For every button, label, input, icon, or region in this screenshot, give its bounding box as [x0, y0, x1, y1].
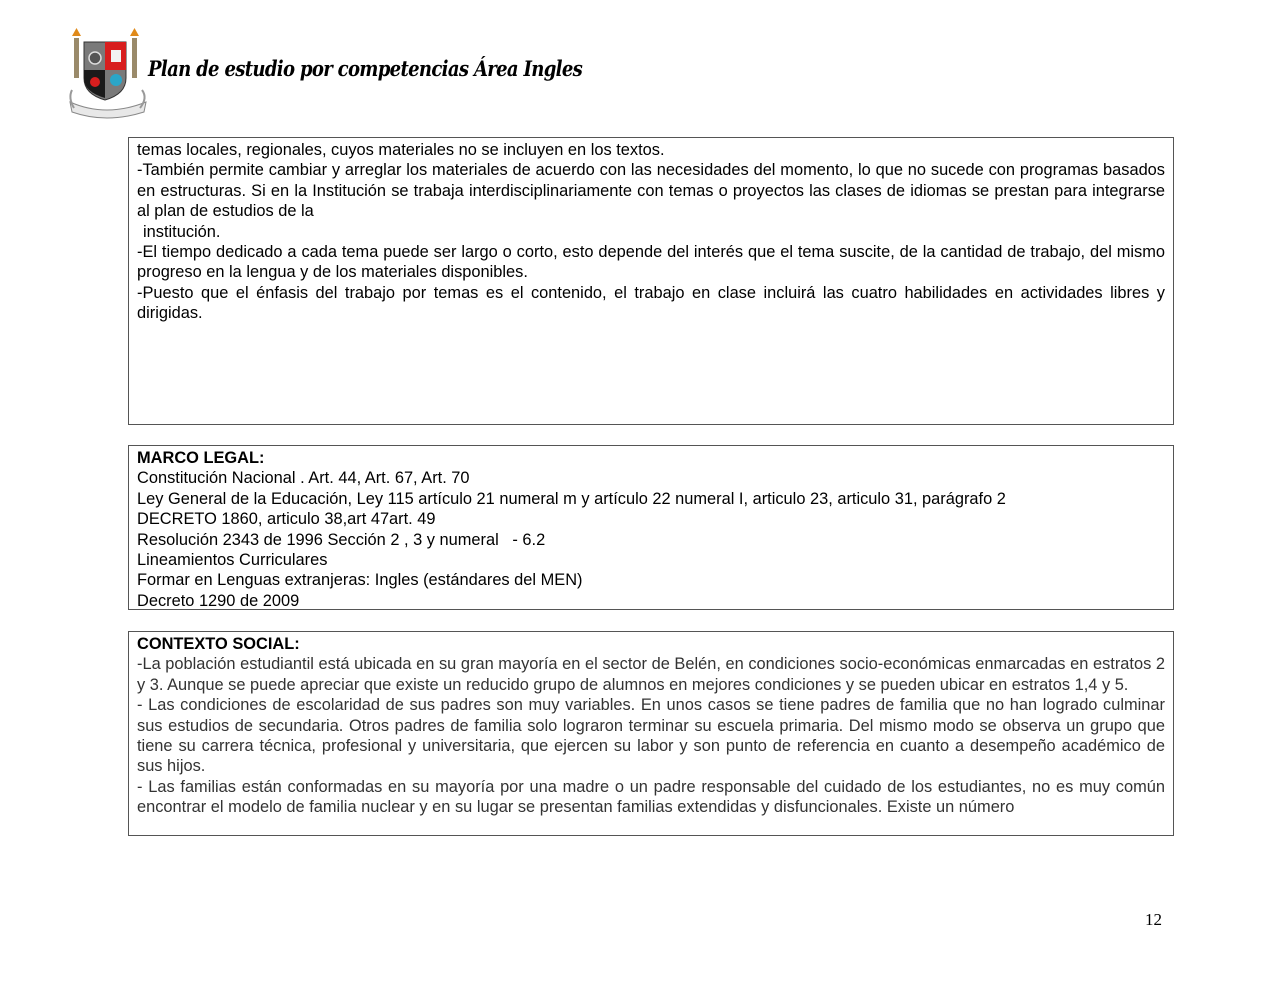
legal-reference: Lineamientos Curriculares	[137, 551, 328, 570]
section-heading: CONTEXTO SOCIAL:	[137, 635, 300, 653]
section-heading: MARCO LEGAL:	[137, 449, 265, 467]
paragraph: -También permite cambiar y arreglar los materiales de acuerdo con las necesidades del momento, lo que no sucede con programas basados en estructuras. Si en la Institución se trabaja interdisciplinariamente con temas o proyectos las clases de idiomas se prestan para integrarse al plan de estudios de la	[137, 161, 1165, 221]
legal-reference: Formar en Lenguas extranjeras: Ingles (estándares del MEN)	[137, 571, 583, 590]
paragraph: - Las condiciones de escolaridad de sus padres son muy variables. En unos casos se tiene padres de familia que no han logrado culminar sus estudios de secundaria. Otros padres de familia solo lograron terminar su escuela primaria. Del mismo modo se observa un grupo que tiene su carrera técnica, profesional y universitaria, que ejercen su labor y son punto de referencia en cuanto a desempeño académico de sus hijos.	[137, 696, 1165, 776]
school-crest-icon	[66, 28, 150, 120]
page-header	[66, 28, 583, 120]
legal-reference: DECRETO 1860, articulo 38,art 47art. 49	[137, 510, 436, 529]
paragraph: -Puesto que el énfasis del trabajo por temas es el contenido, el trabajo en clase incluirá las cuatro habilidades en actividades libres y dirigidas.	[137, 283, 1165, 323]
continuation-section	[128, 137, 1174, 425]
marco-legal-section	[128, 445, 1174, 610]
page-number: 12	[1145, 910, 1162, 929]
legal-reference: Decreto 1290 de 2009	[137, 591, 300, 610]
paragraph: institución.	[143, 222, 221, 241]
legal-reference: Resolución 2343 de 1996 Sección 2 , 3 y numeral - 6.2	[137, 530, 546, 549]
paragraph: temas locales, regionales, cuyos materiales no se incluyen en los textos.	[137, 141, 665, 159]
contexto-social-section	[128, 631, 1174, 836]
paragraph: -El tiempo dedicado a cada tema puede ser largo o corto, esto depende del interés que el tema suscite, de la cantidad de trabajo, del mismo progreso en la lengua y de los materiales disponibles.	[137, 243, 1165, 282]
legal-reference: Ley General de la Educación, Ley 115 artículo 21 numeral m y artículo 22 numeral I, articulo 23, articulo 31, parágrafo 2	[137, 489, 1006, 508]
document-title: Plan de estudio por competencias Área Ingles	[148, 56, 583, 81]
paragraph: -La población estudiantil está ubicada en su gran mayoría en el sector de Belén, en condiciones socio-económicas enmarcadas en estratos 2 y 3. Aunque se puede apreciar que existe un reducido grupo de alumnos en mejores condiciones y se pueden ubicar en estratos 1,4 y 5.	[137, 655, 1165, 694]
paragraph: - Las familias están conformadas en su mayoría por una madre o un padre responsable del cuidado de los estudiantes, no es muy común encontrar el modelo de familia nuclear y en su lugar se presentan familias extendidas y disfuncionales. Existe un número	[137, 777, 1165, 817]
legal-reference: Constitución Nacional . Art. 44, Art. 67, Art. 70	[137, 469, 470, 488]
